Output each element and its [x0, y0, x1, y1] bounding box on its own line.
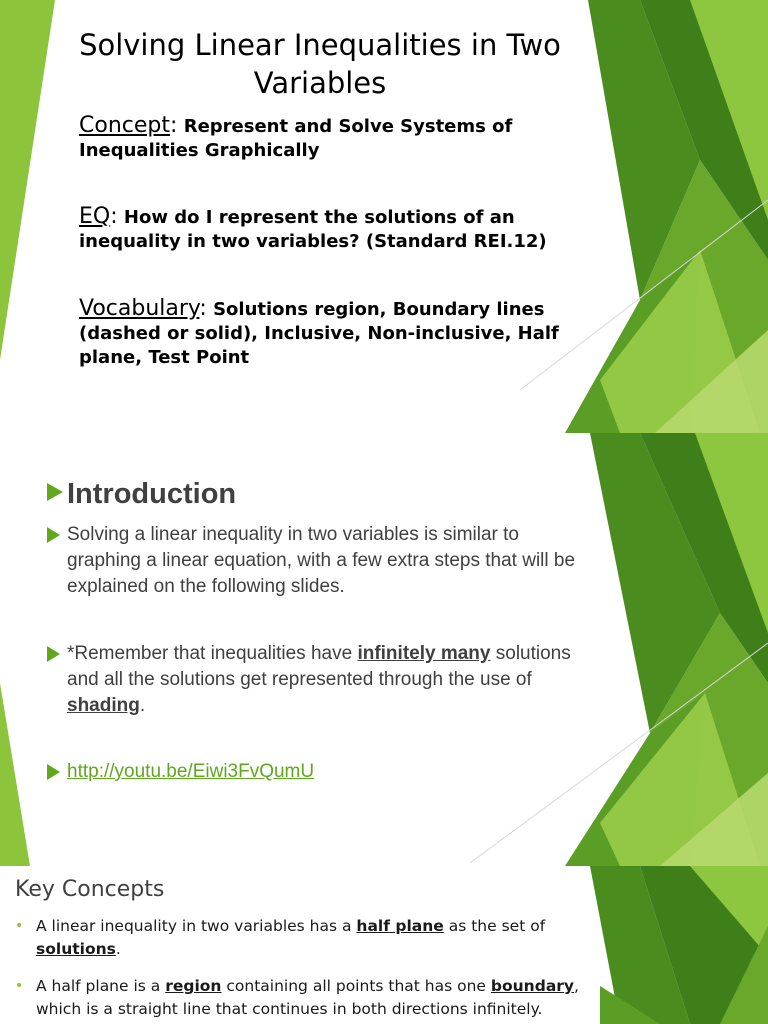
eq-text: How do I represent the solutions of an inequality in two variables? (Standard REI.12): [79, 207, 547, 252]
vocabulary-block: Vocabulary: Solutions region, Boundary lines (dashed or solid), Inclusive, Non-inclusive, Half plane, Test Point: [79, 296, 559, 368]
emphasis-boundary: boundary: [490, 977, 575, 995]
bullet-dot-icon: •: [15, 978, 24, 994]
triangle-bullet-icon: [47, 764, 60, 780]
intro-bullet-text: Solving a linear inequality in two variables is similar to graphing a linear equation, with a few extra steps that will be explained on the following slides.: [67, 524, 576, 597]
vocabulary-text: Solutions region, Boundary lines (dashed or solid), Inclusive, Non-inclusive, Half plane, Test Point: [79, 299, 559, 368]
vocabulary-label: Vocabulary: [79, 296, 200, 321]
concept-block: Concept: Represent and Solve Systems of Inequalities Graphically: [79, 113, 513, 161]
key-concept-text: [36, 975, 615, 1021]
emphasis-half-plane: half plane: [356, 917, 444, 935]
key-concept-bullet: [15, 915, 615, 961]
intro-title-text: Introduction: [67, 478, 237, 510]
text-run: *Remember that inequalities have: [67, 643, 358, 664]
slide-1: [0, 0, 768, 433]
text-run: , which is a straight line that continues in both directions infinitely.: [36, 977, 579, 1018]
text-run: solutions and all the solutions get represented through the use of: [67, 643, 571, 690]
intro-bullet: [47, 522, 587, 600]
emphasis-infinitely-many: infinitely many: [357, 643, 491, 664]
text-run: A half plane is a: [36, 977, 166, 995]
triangle-bullet-icon: [47, 527, 60, 543]
key-concept-text: [36, 915, 615, 961]
triangle-bullet-icon: [47, 483, 63, 501]
intro-bullet: [47, 759, 587, 785]
video-link[interactable]: http://youtu.be/Eiwi3FvQumU: [67, 761, 315, 782]
concept-text: Represent and Solve Systems of Inequalities Graphically: [79, 116, 513, 161]
text-run: .: [115, 940, 121, 958]
emphasis-solutions: solutions: [36, 940, 116, 958]
key-concept-bullet: [15, 975, 615, 1021]
emphasis-region: region: [165, 977, 222, 995]
slide-title: Solving Linear Inequalities in Two Variables: [79, 28, 561, 100]
triangle-bullet-icon: [47, 646, 60, 662]
eq-label: EQ: [79, 204, 111, 229]
eq-block: EQ: How do I represent the solutions of an inequality in two variables? (Standard REI.12): [79, 204, 547, 252]
text-run: A linear inequality in two variables has a: [36, 917, 357, 935]
key-concepts-title: Key Concepts: [15, 877, 165, 902]
bullet-dot-icon: •: [15, 918, 24, 934]
text-run: containing all points that has one: [221, 977, 491, 995]
text-run: .: [139, 695, 146, 716]
text-run: as the set of: [443, 917, 546, 935]
intro-title: [47, 478, 236, 511]
intro-bullet: [47, 641, 587, 719]
intro-bullet-text: [67, 641, 587, 719]
emphasis-shading: shading: [67, 695, 140, 716]
concept-label: Concept: [79, 113, 170, 138]
